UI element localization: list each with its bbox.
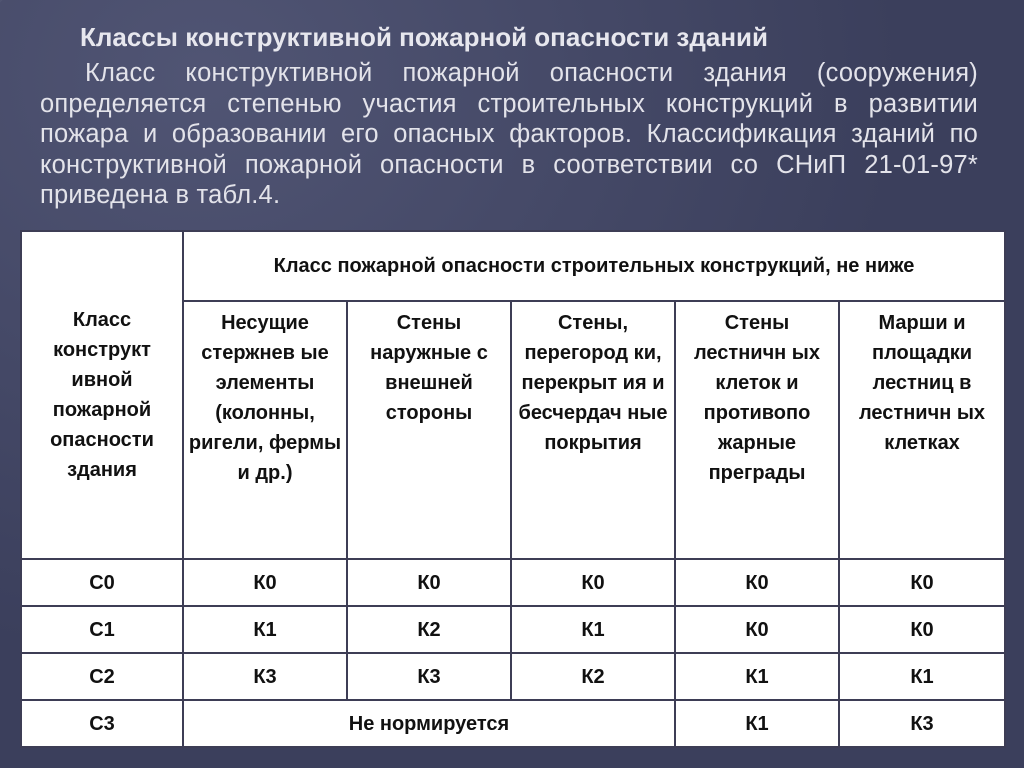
table-cell: К1 [839, 653, 1005, 700]
fire-hazard-table-container [20, 230, 1004, 746]
table-cell: К0 [183, 559, 347, 606]
table-cell: К3 [183, 653, 347, 700]
corner-header: Класс конструкт ивной пожарной опасности здания [21, 231, 183, 559]
row-class-label: С1 [21, 606, 183, 653]
table-row [21, 559, 1005, 606]
fire-hazard-table [20, 230, 1006, 748]
table-cell: К1 [511, 606, 675, 653]
table-row [21, 700, 1005, 747]
table-cell: К3 [839, 700, 1005, 747]
table-cell: К0 [839, 606, 1005, 653]
merged-cell-not-regulated: Не нормируется [183, 700, 675, 747]
column-header-outer-walls: Стены наружные с внешней стороны [347, 301, 511, 559]
column-header-stairwell-walls: Стены лестничн ых клеток и противопо жарные преграды [675, 301, 839, 559]
column-header-load-bearing: Несущие стержнев ые элементы (колонны, ригели, фермы и др.) [183, 301, 347, 559]
table-cell: К0 [675, 606, 839, 653]
table-row [21, 653, 1005, 700]
table-cell: К1 [183, 606, 347, 653]
intro-paragraph: Класс конструктивной пожарной опасности здания (сооружения) определяется степенью участия строительных конструкций в развитии пожара и образовании его опасных факторов. Классификация зданий по конструктивной пожарной опасности в соответствии со СНиП 21-01-97* приведена в табл.4. [40, 59, 978, 209]
table-row [21, 606, 1005, 653]
table-cell: К0 [511, 559, 675, 606]
column-header-stair-flights: Марши и площадки лестниц в лестничн ых клетках [839, 301, 1005, 559]
table-cell: К2 [511, 653, 675, 700]
table-cell: К0 [675, 559, 839, 606]
row-class-label: С2 [21, 653, 183, 700]
column-header-partitions: Стены, перегород ки, перекрыт ия и бесчердач ные покрытия [511, 301, 675, 559]
table-cell: К0 [839, 559, 1005, 606]
group-header: Класс пожарной опасности строительных конструкций, не ниже [183, 231, 1005, 301]
table-cell: К0 [347, 559, 511, 606]
table-cell: К1 [675, 653, 839, 700]
header-row-group [21, 231, 1005, 301]
table-cell: К3 [347, 653, 511, 700]
table-cell: К1 [675, 700, 839, 747]
row-class-label: С0 [21, 559, 183, 606]
row-class-label: С3 [21, 700, 183, 747]
slide-title: Классы конструктивной пожарной опасности зданий [80, 22, 768, 52]
table-cell: К2 [347, 606, 511, 653]
